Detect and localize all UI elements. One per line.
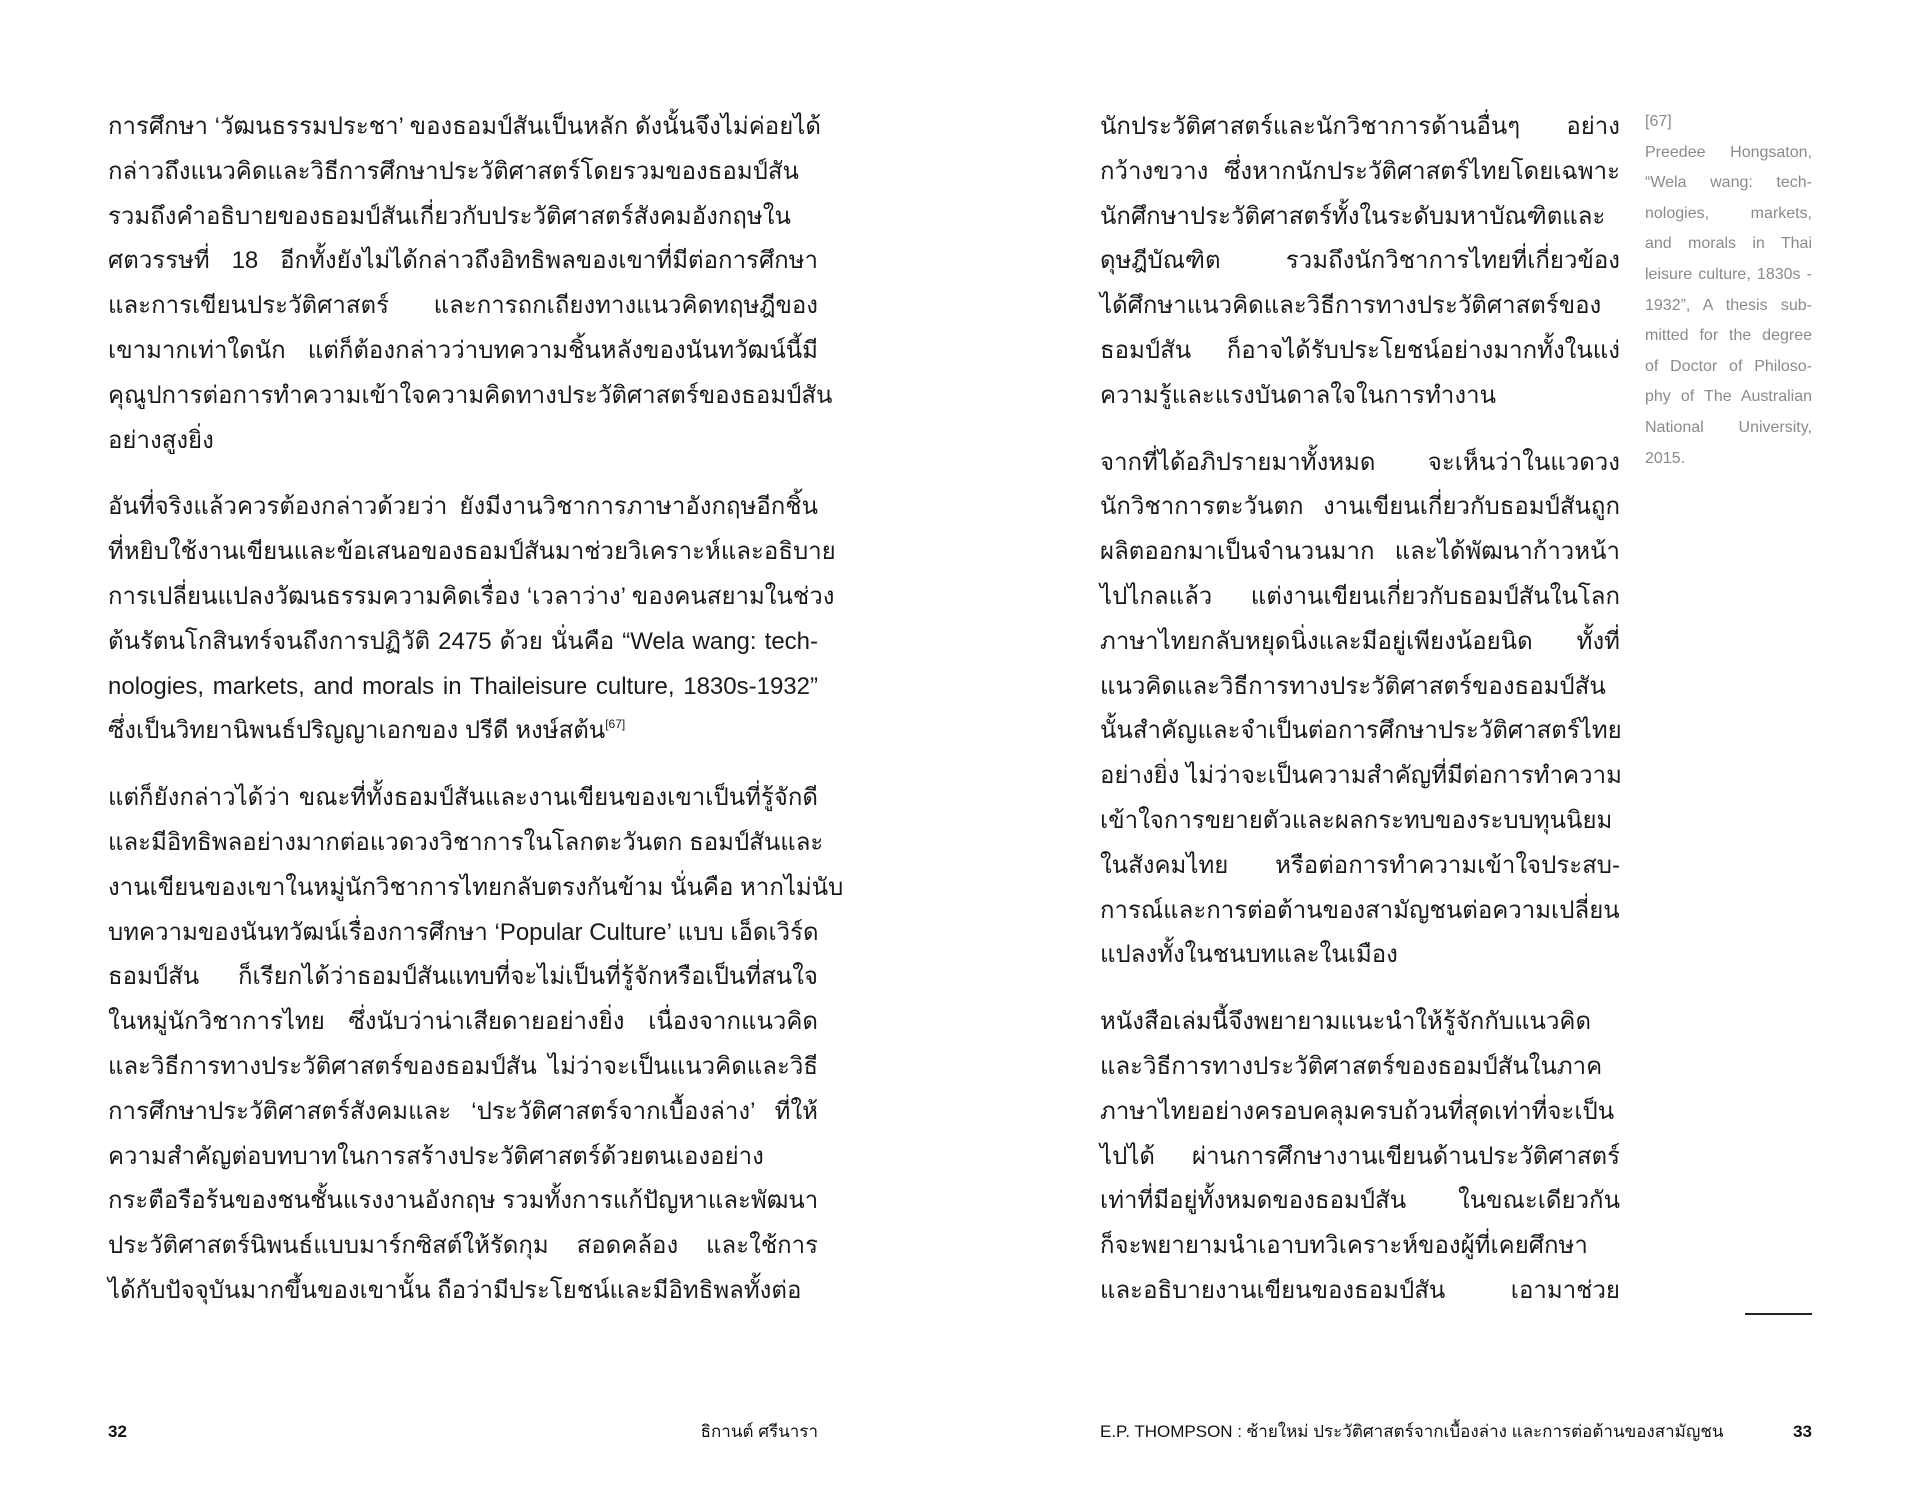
text-line: [108, 821, 824, 866]
paragraph: [108, 776, 844, 1314]
text-line: [1100, 530, 1620, 575]
text-line-content: ไปไกลแล้ว แต่งานเขียนเกี่ยวกับธอมป์สันในโลก: [1100, 582, 1620, 610]
text-line: [108, 575, 835, 620]
text-line: [108, 419, 818, 464]
footnote-line: leisure culture, 1830s -: [1645, 265, 1812, 283]
text-line-content: การณ์และการต่อต้านของสามัญชนต่อความเปลี่ยน: [1100, 896, 1620, 924]
footnote-line: of Doctor of Philoso-: [1645, 357, 1812, 375]
text-line-content: เท่าที่มีอยู่ทั้งหมดของธอมป์สัน ในขณะเดียวกัน: [1100, 1187, 1620, 1215]
text-line: [1100, 709, 1620, 754]
text-line-content: ก็จะพยายามนำเอาบทวิเคราะห์ของผู้ที่เคยศึกษา: [1100, 1232, 1588, 1260]
text-line-content: การศึกษา ‘วัฒนธรรมประชา’ ของธอมป์สันเป็นหลัก ดังนั้นจึงไม่ค่อยได้: [108, 113, 821, 140]
footnote-line: 1932”, A thesis sub-: [1645, 296, 1812, 314]
text-line: [108, 665, 818, 710]
text-line-content: บทความของนันทวัฒน์เรื่องการศึกษา ‘Popular Culture’ แบบ เอ็ดเวิร์ด: [108, 918, 819, 946]
text-line-content: ภาษาไทยอย่างครอบคลุมครบถ้วนที่สุดเท่าที่จะเป็น: [1100, 1097, 1615, 1125]
text-line-content: ได้ศึกษาแนวคิดและวิธีการทางประวัติศาสตร์ของ: [1100, 292, 1602, 320]
text-line: [1100, 329, 1620, 374]
text-line-content: ธอมป์สัน ก็เรียกได้ว่าธอมป์สันแทบที่จะไม่เป็นที่รู้จักหรือเป็นที่สนใจ: [108, 963, 818, 991]
footnote-line: National University,: [1645, 418, 1812, 436]
text-line-content: เขามากเท่าใดนัก แต่ก็ต้องกล่าวว่าบทความชิ้นหลังของนันทวัฒน์นี้มี: [108, 336, 818, 364]
text-line: [1100, 799, 1620, 844]
text-line-content: จากที่ได้อภิปรายมาทั้งหมด จะเห็นว่าในแวดวง: [1100, 448, 1620, 476]
text-line: [108, 620, 818, 665]
text-line: [108, 1269, 818, 1314]
text-line-content: รวมถึงคำอธิบายของธอมป์สันเกี่ยวกับประวัติศาสตร์สังคมอังกฤษใน: [108, 202, 791, 230]
text-line: [1100, 933, 1620, 978]
text-line: [108, 776, 818, 821]
continuation-rule: [1745, 1313, 1812, 1315]
text-line: [108, 485, 818, 530]
footnote-line: “Wela wang: tech-: [1645, 174, 1812, 192]
text-line: [108, 1090, 818, 1135]
text-line: [1100, 374, 1620, 419]
text-line: [1100, 1269, 1620, 1314]
text-line-content: ความสำคัญต่อบทบาทในการสร้างประวัติศาสตร์ด้วยตนเองอย่าง: [108, 1142, 764, 1170]
text-line-content: และวิธีการทางประวัติศาสตร์ของธอมป์สันในภาค: [1100, 1052, 1603, 1080]
text-line: [1100, 1000, 1620, 1045]
text-line-content: นักศึกษาประวัติศาสตร์ทั้งในระดับมหาบัณฑิตและ: [1100, 202, 1606, 230]
text-line-content: การเปลี่ยนแปลงวัฒนธรรมความคิดเรื่อง ‘เวลาว่าง’ ของคนสยามในช่วง: [108, 582, 835, 610]
text-line-content: อย่างสูงยิ่ง: [108, 426, 214, 454]
footnote-line: phy of The Australian: [1645, 388, 1812, 406]
text-line: [108, 150, 818, 195]
text-line: [108, 374, 833, 419]
text-line: [1100, 754, 1620, 799]
paragraph: [1100, 441, 1620, 979]
text-line-content: อันที่จริงแล้วควรต้องกล่าวด้วยว่า ยังมีงานวิชาการภาษาอังกฤษอีกชิ้น: [108, 493, 818, 521]
footnote-line: [67]: [1645, 113, 1672, 130]
text-line-content: ธอมป์สัน ก็อาจได้รับประโยชน์อย่างมากทั้งในแง่: [1100, 336, 1620, 364]
text-line: [108, 195, 818, 240]
text-line-content: แต่ก็ยังกล่าวได้ว่า ขณะที่ทั้งธอมป์สันและงานเขียนของเขาเป็นที่รู้จักดี: [108, 784, 818, 812]
text-line-content: กระตือรือร้นของชนชั้นแรงงานอังกฤษ รวมทั้งการแก้ปัญหาและพัฒนา: [108, 1187, 819, 1215]
text-line: [108, 1179, 818, 1224]
text-line-content: ต้นรัตนโกสินทร์จนถึงการปฏิวัติ 2475 ด้วย นั่นคือ “Wela wang: tech-: [108, 627, 818, 655]
running-head-right: E.P. THOMPSON : ซ้ายใหม่ ประวัติศาสตร์จากเบื้องล่าง และการต่อต้านของสามัญชน: [1100, 1422, 1724, 1441]
text-line-content: นักประวัติศาสตร์และนักวิชาการด้านอื่นๆ อย่าง: [1100, 113, 1620, 140]
text-line: [108, 955, 818, 1000]
text-line-content: ในสังคมไทย หรือต่อการทำความเข้าใจประสบ-: [1100, 851, 1620, 879]
text-line: [1100, 284, 1620, 329]
text-line-content: ความรู้และแรงบันดาลใจในการทำงาน: [1100, 381, 1496, 409]
text-line: [1100, 620, 1620, 665]
text-line: [108, 105, 821, 150]
text-line-content: ที่หยิบใช้งานเขียนและข้อเสนอของธอมป์สันมาช่วยวิเคราะห์และอธิบาย: [108, 538, 836, 566]
text-line: [1100, 441, 1620, 486]
text-line-content: และการเขียนประวัติศาสตร์ และการถกเถียงทางแนวคิดทฤษฎีของ: [108, 292, 818, 320]
text-line-content: ภาษาไทยกลับหยุดนิ่งและมีอยู่เพียงน้อยนิด ทั้งที่: [1100, 627, 1620, 655]
text-line-content: ซึ่งเป็นวิทยานิพนธ์ปริญญาเอกของ ปรีดี หงษ์สต้น: [108, 717, 606, 745]
page-number-right: 33: [1793, 1422, 1812, 1441]
text-line: [108, 239, 818, 284]
text-line: [1100, 105, 1620, 150]
text-line: [108, 329, 818, 374]
text-line: [1100, 1090, 1620, 1135]
text-line: [1100, 239, 1620, 284]
text-line: [108, 911, 818, 956]
text-line-content: ไปได้ ผ่านการศึกษางานเขียนด้านประวัติศาสตร์: [1100, 1142, 1620, 1170]
text-line: [1100, 1179, 1620, 1224]
text-line: [108, 1045, 818, 1090]
text-line: [108, 284, 818, 329]
footnote-line: 2015.: [1645, 449, 1686, 467]
text-line: [1100, 1045, 1620, 1090]
text-line-content: นักวิชาการตะวันตก งานเขียนเกี่ยวกับธอมป์สันถูก: [1100, 493, 1620, 521]
text-line-content: อย่างยิ่ง ไม่ว่าจะเป็นความสำคัญที่มีต่อการทำความ: [1100, 762, 1622, 790]
text-line-content: กล่าวถึงแนวคิดและวิธีการศึกษาประวัติศาสตร์โดยรวมของธอมป์สัน: [108, 157, 799, 185]
text-line: [1100, 665, 1620, 710]
text-line-content: กว้างขวาง ซึ่งหากนักประวัติศาสตร์ไทยโดยเฉพาะ: [1100, 157, 1620, 185]
text-line: [108, 1135, 818, 1180]
footnote-67: [1645, 107, 1812, 474]
footnote-line: nologies, markets,: [1645, 204, 1812, 222]
text-line: [108, 709, 818, 754]
running-head-left: ธิกานต์ ศรีนารา: [700, 1422, 818, 1441]
paragraph: [1100, 105, 1620, 419]
text-line-content: แนวคิดและวิธีการทางประวัติศาสตร์ของธอมป์สัน: [1100, 672, 1606, 700]
text-line-content: งานเขียนของเขาในหมู่นักวิชาการไทยกลับตรงกันข้าม นั่นคือ หากไม่นับ: [108, 873, 844, 901]
right-page-body: [1100, 105, 1620, 1336]
text-line: [1100, 150, 1620, 195]
footnote-line: mitted for the degree: [1645, 327, 1812, 345]
footnote-reference[interactable]: [67]: [605, 717, 626, 732]
text-line-content: หนังสือเล่มนี้จึงพยายามแนะนำให้รู้จักกับแนวคิด: [1100, 1008, 1592, 1036]
text-line: [1100, 844, 1620, 889]
text-line-content: ในหมู่นักวิชาการไทย ซึ่งนับว่าน่าเสียดายอย่างยิ่ง เนื่องจากแนวคิด: [108, 1008, 818, 1036]
text-line: [1100, 195, 1620, 240]
text-line-content: และอธิบายงานเขียนของธอมป์สัน เอามาช่วย: [1100, 1276, 1620, 1304]
footnote-line: Preedee Hongsaton,: [1645, 143, 1812, 161]
text-line: [108, 866, 844, 911]
text-line: [1100, 889, 1620, 934]
text-line: [1100, 1135, 1620, 1180]
text-line-content: ประวัติศาสตร์นิพนธ์แบบมาร์กซิสต์ให้รัดกุม สอดคล้อง และใช้การ: [108, 1232, 818, 1260]
page-number-left: 32: [108, 1422, 127, 1441]
text-line-content: nologies, markets, and morals in Thaileisure culture, 1830s-1932”: [108, 672, 818, 700]
text-line: [1100, 485, 1620, 530]
text-line-content: เข้าใจการขยายตัวและผลกระทบของระบบทุนนิยม: [1100, 806, 1613, 834]
left-page-body: [108, 105, 844, 1336]
text-line: [108, 1224, 818, 1269]
paragraph: [108, 485, 836, 754]
paragraph: [108, 105, 833, 463]
text-line-content: ผลิตออกมาเป็นจำนวนมาก และได้พัฒนาก้าวหน้า: [1100, 538, 1620, 566]
text-line-content: ศตวรรษที่ 18 อีกทั้งยังไม่ได้กล่าวถึงอิทธิพลของเขาที่มีต่อการศึกษา: [108, 247, 818, 275]
text-line: [108, 530, 836, 575]
footnote-line: and morals in Thai: [1645, 235, 1812, 253]
text-line-content: ได้กับปัจจุบันมากขึ้นของเขานั้น ถือว่ามีประโยชน์และมีอิทธิพลทั้งต่อ: [108, 1276, 802, 1304]
text-line: [1100, 575, 1620, 620]
text-line: [108, 1000, 818, 1045]
text-line-content: ดุษฎีบัณฑิต รวมถึงนักวิชาการไทยที่เกี่ยวข้อง: [1100, 247, 1620, 275]
paragraph: [1100, 1000, 1620, 1314]
text-line-content: การศึกษาประวัติศาสตร์สังคมและ ‘ประวัติศาสตร์จากเบื้องล่าง’ ที่ให้: [108, 1097, 818, 1125]
text-line: [1100, 1224, 1620, 1269]
text-line-content: คุณูปการต่อการทำความเข้าใจความคิดทางประวัติศาสตร์ของธอมป์สัน: [108, 381, 833, 409]
text-line-content: นั้นสำคัญและจำเป็นต่อการศึกษาประวัติศาสตร์ไทย: [1100, 717, 1622, 745]
text-line-content: และมีอิทธิพลอย่างมากต่อแวดวงวิชาการในโลกตะวันตก ธอมป์สันและ: [108, 828, 824, 856]
text-line-content: และวิธีการทางประวัติศาสตร์ของธอมป์สัน ไม่ว่าจะเป็นแนวคิดและวิธี: [108, 1052, 818, 1080]
text-line-content: แปลงทั้งในชนบทและในเมือง: [1100, 941, 1398, 969]
